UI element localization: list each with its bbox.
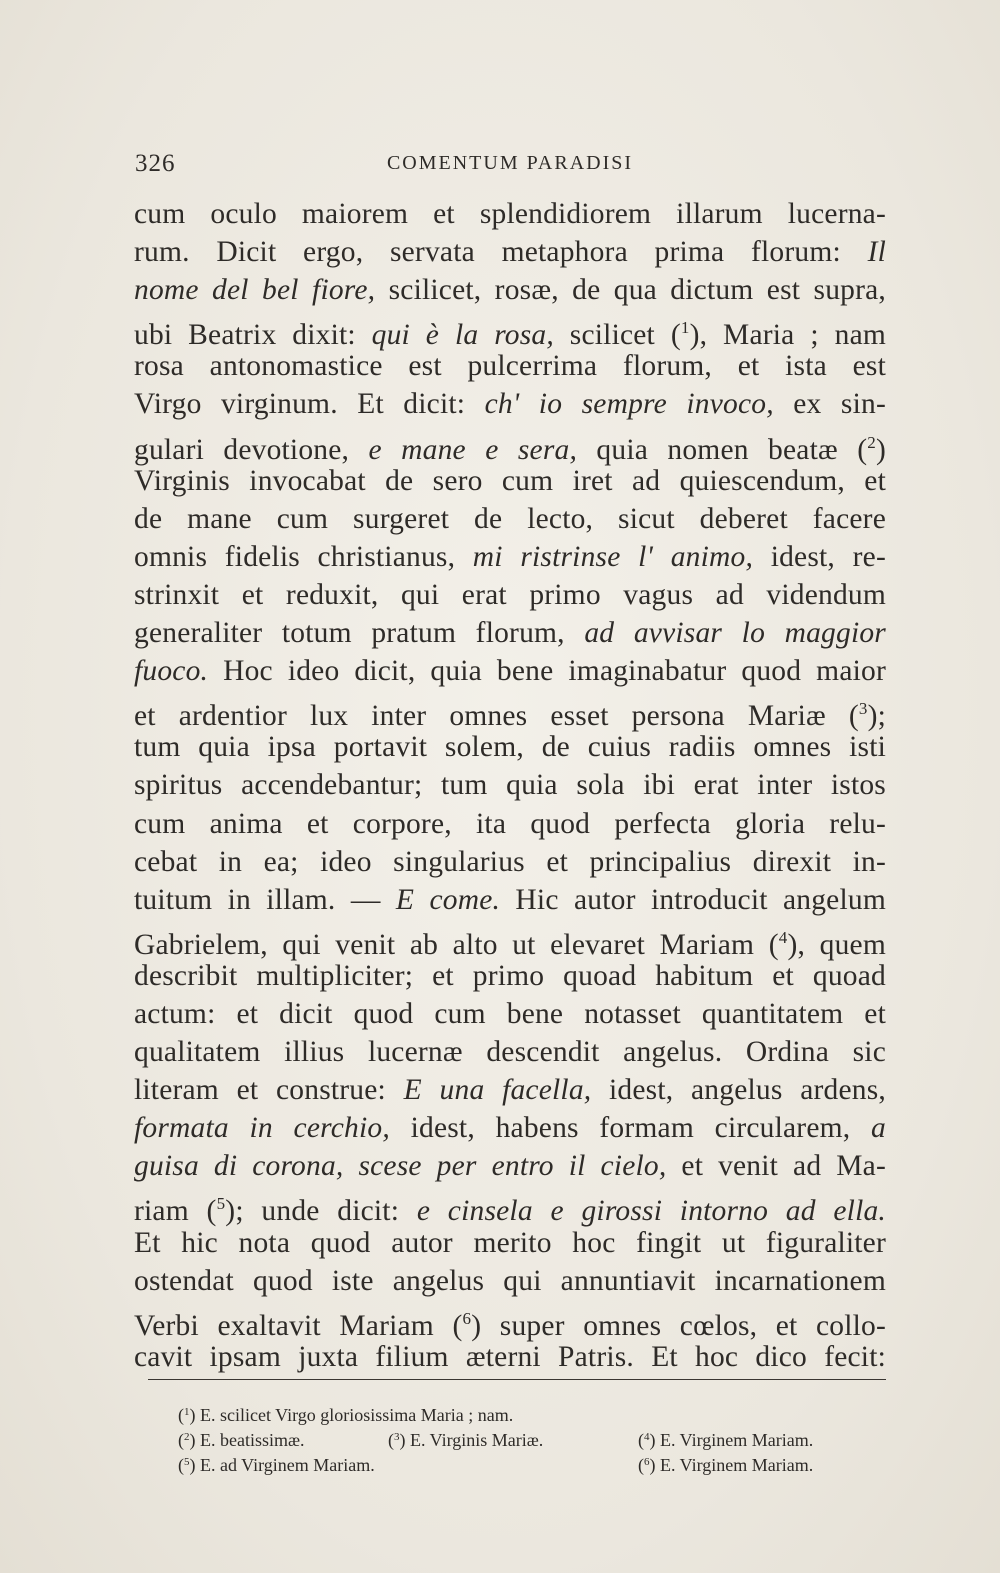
text-line xyxy=(134,1185,886,1228)
text-segment: cebat in ea; ideo singularius et principalius direxit in- xyxy=(134,845,886,878)
italic-quotation: Il xyxy=(867,236,886,269)
text-segment: Verbi exaltavit Mariam ( xyxy=(134,1309,463,1342)
footnote-reference: 3 xyxy=(858,699,868,719)
text-line xyxy=(134,1109,886,1147)
text-line xyxy=(134,576,886,614)
text-line xyxy=(134,271,886,309)
italic-quotation: e cinsela e girossi intorno ad ella. xyxy=(416,1195,886,1228)
footnote-6: ($^6$) E. Virginem Mariam. xyxy=(638,1455,814,1475)
italic-quotation: fuoco. xyxy=(134,655,209,688)
text-line xyxy=(134,1300,886,1342)
footnote-row xyxy=(178,1400,883,1425)
text-line xyxy=(134,690,886,733)
text-segment: rosa antonomastice est pulcerrima florum, et ista est xyxy=(134,350,886,383)
text-segment: ); unde dicit: xyxy=(225,1195,417,1228)
text-line xyxy=(134,805,886,843)
text-line xyxy=(134,995,886,1033)
text-segment: idest, habens formam circularem, xyxy=(389,1112,872,1145)
text-segment: actum: et dicit quod cum bene notasset quantitatem et xyxy=(134,997,886,1030)
text-line xyxy=(134,195,886,233)
text-line xyxy=(134,233,886,271)
page-header xyxy=(135,150,885,180)
italic-quotation: guisa di corona, scese per entro il cielo, xyxy=(134,1150,667,1183)
text-segment: cavit ipsam juxta filium æterni Patris. Et hoc dico fecit: xyxy=(134,1340,886,1373)
text-segment: qualitatem illius lucernæ descendit angelus. Ordina sic xyxy=(134,1036,886,1069)
text-segment: Hoc ideo dicit, quia bene imaginabatur quod maior xyxy=(208,655,886,688)
italic-quotation: mi ristrinse l' animo, xyxy=(472,540,754,573)
text-segment: literam et construe: xyxy=(134,1074,404,1107)
text-line xyxy=(134,1338,886,1376)
commentary-text xyxy=(134,195,886,1376)
text-segment: Virginis invocabat de sero cum iret ad quiescendum, et xyxy=(134,464,886,497)
footnote-reference: 6 xyxy=(462,1308,472,1328)
italic-quotation: nome del bel fiore, xyxy=(134,274,376,307)
footnote-4: ($^4$) E. Virginem Mariam. xyxy=(638,1430,814,1450)
text-line xyxy=(134,614,886,652)
text-line xyxy=(134,1262,886,1300)
text-line xyxy=(134,500,886,538)
text-line xyxy=(134,766,886,804)
italic-quotation: E come. xyxy=(395,883,501,916)
text-segment: de mane cum surgeret de lecto, sicut deberet facere xyxy=(134,502,886,535)
text-segment: cum anima et corpore, ita quod perfecta gloria relu- xyxy=(134,807,886,840)
text-segment: ), Maria ; nam xyxy=(689,319,887,352)
text-line xyxy=(134,347,886,385)
text-segment: Et hic nota quod autor merito hoc fingit ut figuraliter xyxy=(134,1226,886,1259)
running-title: COMENTUM PARADISI xyxy=(386,152,634,174)
italic-quotation: ch' io sempre invoco, xyxy=(484,388,774,421)
text-segment: et ardentior lux inter omnes esset persona Mariæ ( xyxy=(134,700,859,733)
text-segment: rum. Dicit ergo, servata metaphora prima florum: xyxy=(134,236,868,269)
text-segment: quia nomen beatæ ( xyxy=(577,433,868,466)
text-segment: scilicet ( xyxy=(553,319,681,352)
text-line xyxy=(134,424,886,466)
text-segment: ostendat quod iste angelus qui annuntiavit incarnationem xyxy=(134,1264,886,1297)
text-segment: Hic autor introducit angelum xyxy=(500,883,886,916)
text-segment: Gabrielem, qui venit ab alto ut elevaret Mariam ( xyxy=(134,928,779,961)
text-segment: Virgo virginum. Et dicit: xyxy=(134,388,485,421)
italic-quotation: qui è la rosa, xyxy=(371,319,554,352)
text-line xyxy=(134,385,886,423)
text-line xyxy=(134,843,886,881)
footnote-3: ($^3$) E. Virginis Mariæ. xyxy=(388,1430,544,1450)
italic-quotation: e mane e sera, xyxy=(368,433,578,466)
text-segment: scilicet, rosæ, de qua dictum est supra, xyxy=(375,274,886,307)
footnote-2: ($^2$) E. beatissimæ. xyxy=(178,1430,305,1450)
text-line xyxy=(134,652,886,690)
text-line xyxy=(134,462,886,500)
text-segment: strinxit et reduxit, qui erat primo vagus ad videndum xyxy=(134,578,886,611)
text-line xyxy=(134,881,886,919)
text-line xyxy=(134,309,887,352)
footnote-reference: 2 xyxy=(867,432,876,452)
text-line xyxy=(134,919,886,961)
footnote-reference: 4 xyxy=(778,927,788,947)
italic-quotation: formata in cerchio, xyxy=(134,1112,390,1145)
text-segment: gulari devotione, xyxy=(134,433,369,466)
text-line xyxy=(134,1224,886,1262)
footnote-reference: 5 xyxy=(216,1194,226,1214)
footnote-row xyxy=(178,1450,883,1475)
page-number: 326 xyxy=(135,150,176,177)
text-line xyxy=(134,1033,886,1071)
footnotes xyxy=(178,1400,883,1475)
text-line xyxy=(134,1147,886,1185)
footnote-5: ($^5$) E. ad Virginem Mariam. xyxy=(178,1455,375,1475)
text-segment: tuitum in illam. — xyxy=(134,883,396,916)
text-segment: describit multipliciter; et primo quoad habitum et quoad xyxy=(134,959,886,992)
italic-quotation: ad avvisar lo maggior xyxy=(584,617,886,650)
text-segment: spiritus accendebantur; tum quia sola ibi erat inter istos xyxy=(134,769,886,802)
text-segment: et venit ad Ma- xyxy=(666,1150,887,1183)
italic-quotation: a xyxy=(871,1112,886,1145)
text-segment: tum quia ipsa portavit solem, de cuius radiis omnes isti xyxy=(134,731,886,764)
text-line xyxy=(134,957,886,995)
text-line xyxy=(134,538,886,576)
footnote-reference: 1 xyxy=(680,318,690,338)
text-segment: riam ( xyxy=(134,1195,217,1228)
text-segment: idest, angelus ardens, xyxy=(591,1074,886,1107)
text-segment: omnis fidelis christianus, xyxy=(134,540,473,573)
text-segment: ) super omnes cœlos, et collo- xyxy=(471,1309,886,1342)
footnote-1: ($^1$) E. scilicet Virgo gloriosissima Maria ; nam. xyxy=(178,1405,514,1425)
footnote-divider xyxy=(148,1379,886,1380)
footnote-row xyxy=(178,1425,883,1450)
text-segment: ), quem xyxy=(787,928,886,961)
text-segment: generaliter totum pratum florum, xyxy=(134,617,585,650)
text-segment: cum oculo maiorem et splendidiorem illarum lucerna- xyxy=(134,198,886,230)
text-segment: ); xyxy=(867,700,886,733)
italic-quotation: E una facella, xyxy=(403,1074,592,1107)
text-segment: idest, re- xyxy=(753,540,886,573)
text-line xyxy=(134,728,886,766)
text-segment: ubi Beatrix dixit: xyxy=(134,319,372,352)
text-segment: ) xyxy=(875,433,886,466)
text-line xyxy=(134,1071,886,1109)
text-segment: ex sin- xyxy=(773,388,886,421)
